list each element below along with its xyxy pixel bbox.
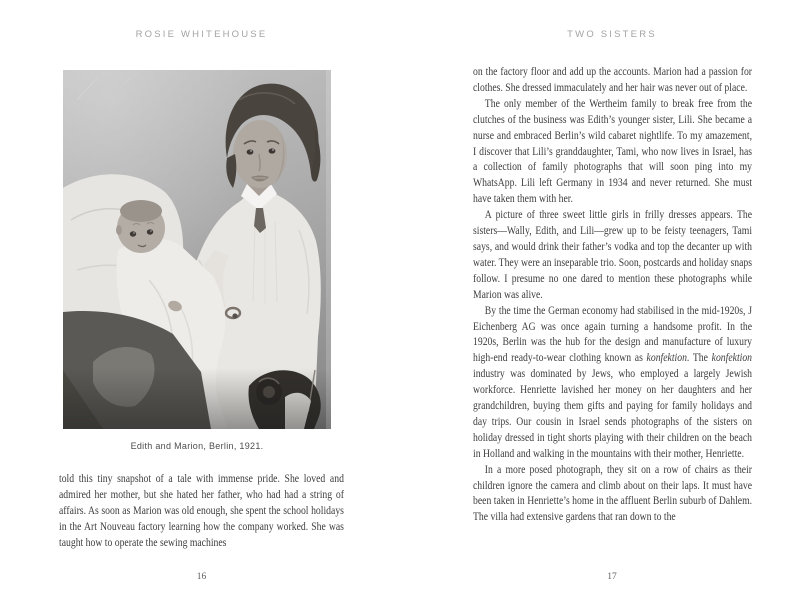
paragraph <box>473 208 752 303</box>
text-segment: By the time the German economy had stabilised in the mid-1920s, J Eichenberg AG was once again turning a handsome profit. In the 1920s, Berlin was the hub for the design and manufacture of luxury high-end ready-to-wear clothing known as <box>473 304 753 365</box>
text-segment: A picture of three sweet little girls in frilly dresses appears. The sisters—Wally, Edith, and Lili—grew up to be feisty teenagers, Tami says, and would drink their father’s vodka and top the decanter up with water. They were an inseparable trio. Soon, postcards and holiday snaps follow. I presume no one dared to mention these photographs while Marion was alive. <box>473 209 753 301</box>
text-segment: . The <box>686 352 712 365</box>
text-segment: In a more posed photograph, they sit on a row of chairs as their children ignore the camera and climb about on their laps. It must have been taken in Henriette’s home in the affluent Berlin suburb of Dahlem. The villa had extensive gardens that ran down to the <box>473 463 753 524</box>
left-body-text <box>59 472 344 552</box>
text-segment: on the factory floor and add up the accounts. Marion had a passion for clothes. She dressed immaculately and her hair was never out of place. <box>473 66 753 94</box>
photo-edge-highlight <box>326 70 331 429</box>
paragraph <box>59 472 344 552</box>
running-header-title: TWO SISTERS <box>567 29 657 40</box>
photo-bottom-vignette <box>63 368 331 429</box>
text-segment: industry was dominated by Jews, who employed a largely Jewish workforce. Henriette lavished her money on her daughters and her grandchildren, buying them gifts and paying for family holidays and day trips. Our cousin in Israel sends photographs of the sisters on holiday dressed in tight shorts playing with their children on the beach in Holland and walking in the mountains with their mother, Henriette. <box>473 368 753 460</box>
paragraph <box>473 65 752 97</box>
left-page-number: 16 <box>196 572 207 582</box>
paragraph <box>473 304 752 463</box>
running-header-author: ROSIE WHITEHOUSE <box>135 29 268 40</box>
photo-illustration <box>63 70 331 429</box>
photo-caption: Edith and Marion, Berlin, 1921. <box>130 441 264 451</box>
italic-text: konfektion <box>711 352 753 365</box>
paragraph <box>473 97 752 208</box>
right-body-text <box>473 65 752 570</box>
right-page-number: 17 <box>607 572 617 582</box>
italic-text: konfektion <box>646 352 687 365</box>
photo-edith-and-marion <box>63 70 331 429</box>
text-segment: told this tiny snapshot of a tale with immense pride. She loved and admired her mother, but she hated her father, who had had a string of affairs. As soon as Marion was old enough, she spent the school holidays in the Art Nouveau factory learning how the company worked. She was taught how to operate the sewing machines <box>59 473 344 549</box>
text-segment: The only member of the Wertheim family to break free from the clutches of the business was Edith’s younger sister, Lili. She became a nurse and embraced Berlin’s wild cabaret nightlife. To my amazement, I discover that Lili’s granddaughter, Tami, who now lives in Israel, has a collection of family photographs that will soon ping into my WhatsApp. Lili left Germany in 1934 and never returned. She must have taken them with her. <box>473 97 753 206</box>
paragraph <box>473 463 752 527</box>
